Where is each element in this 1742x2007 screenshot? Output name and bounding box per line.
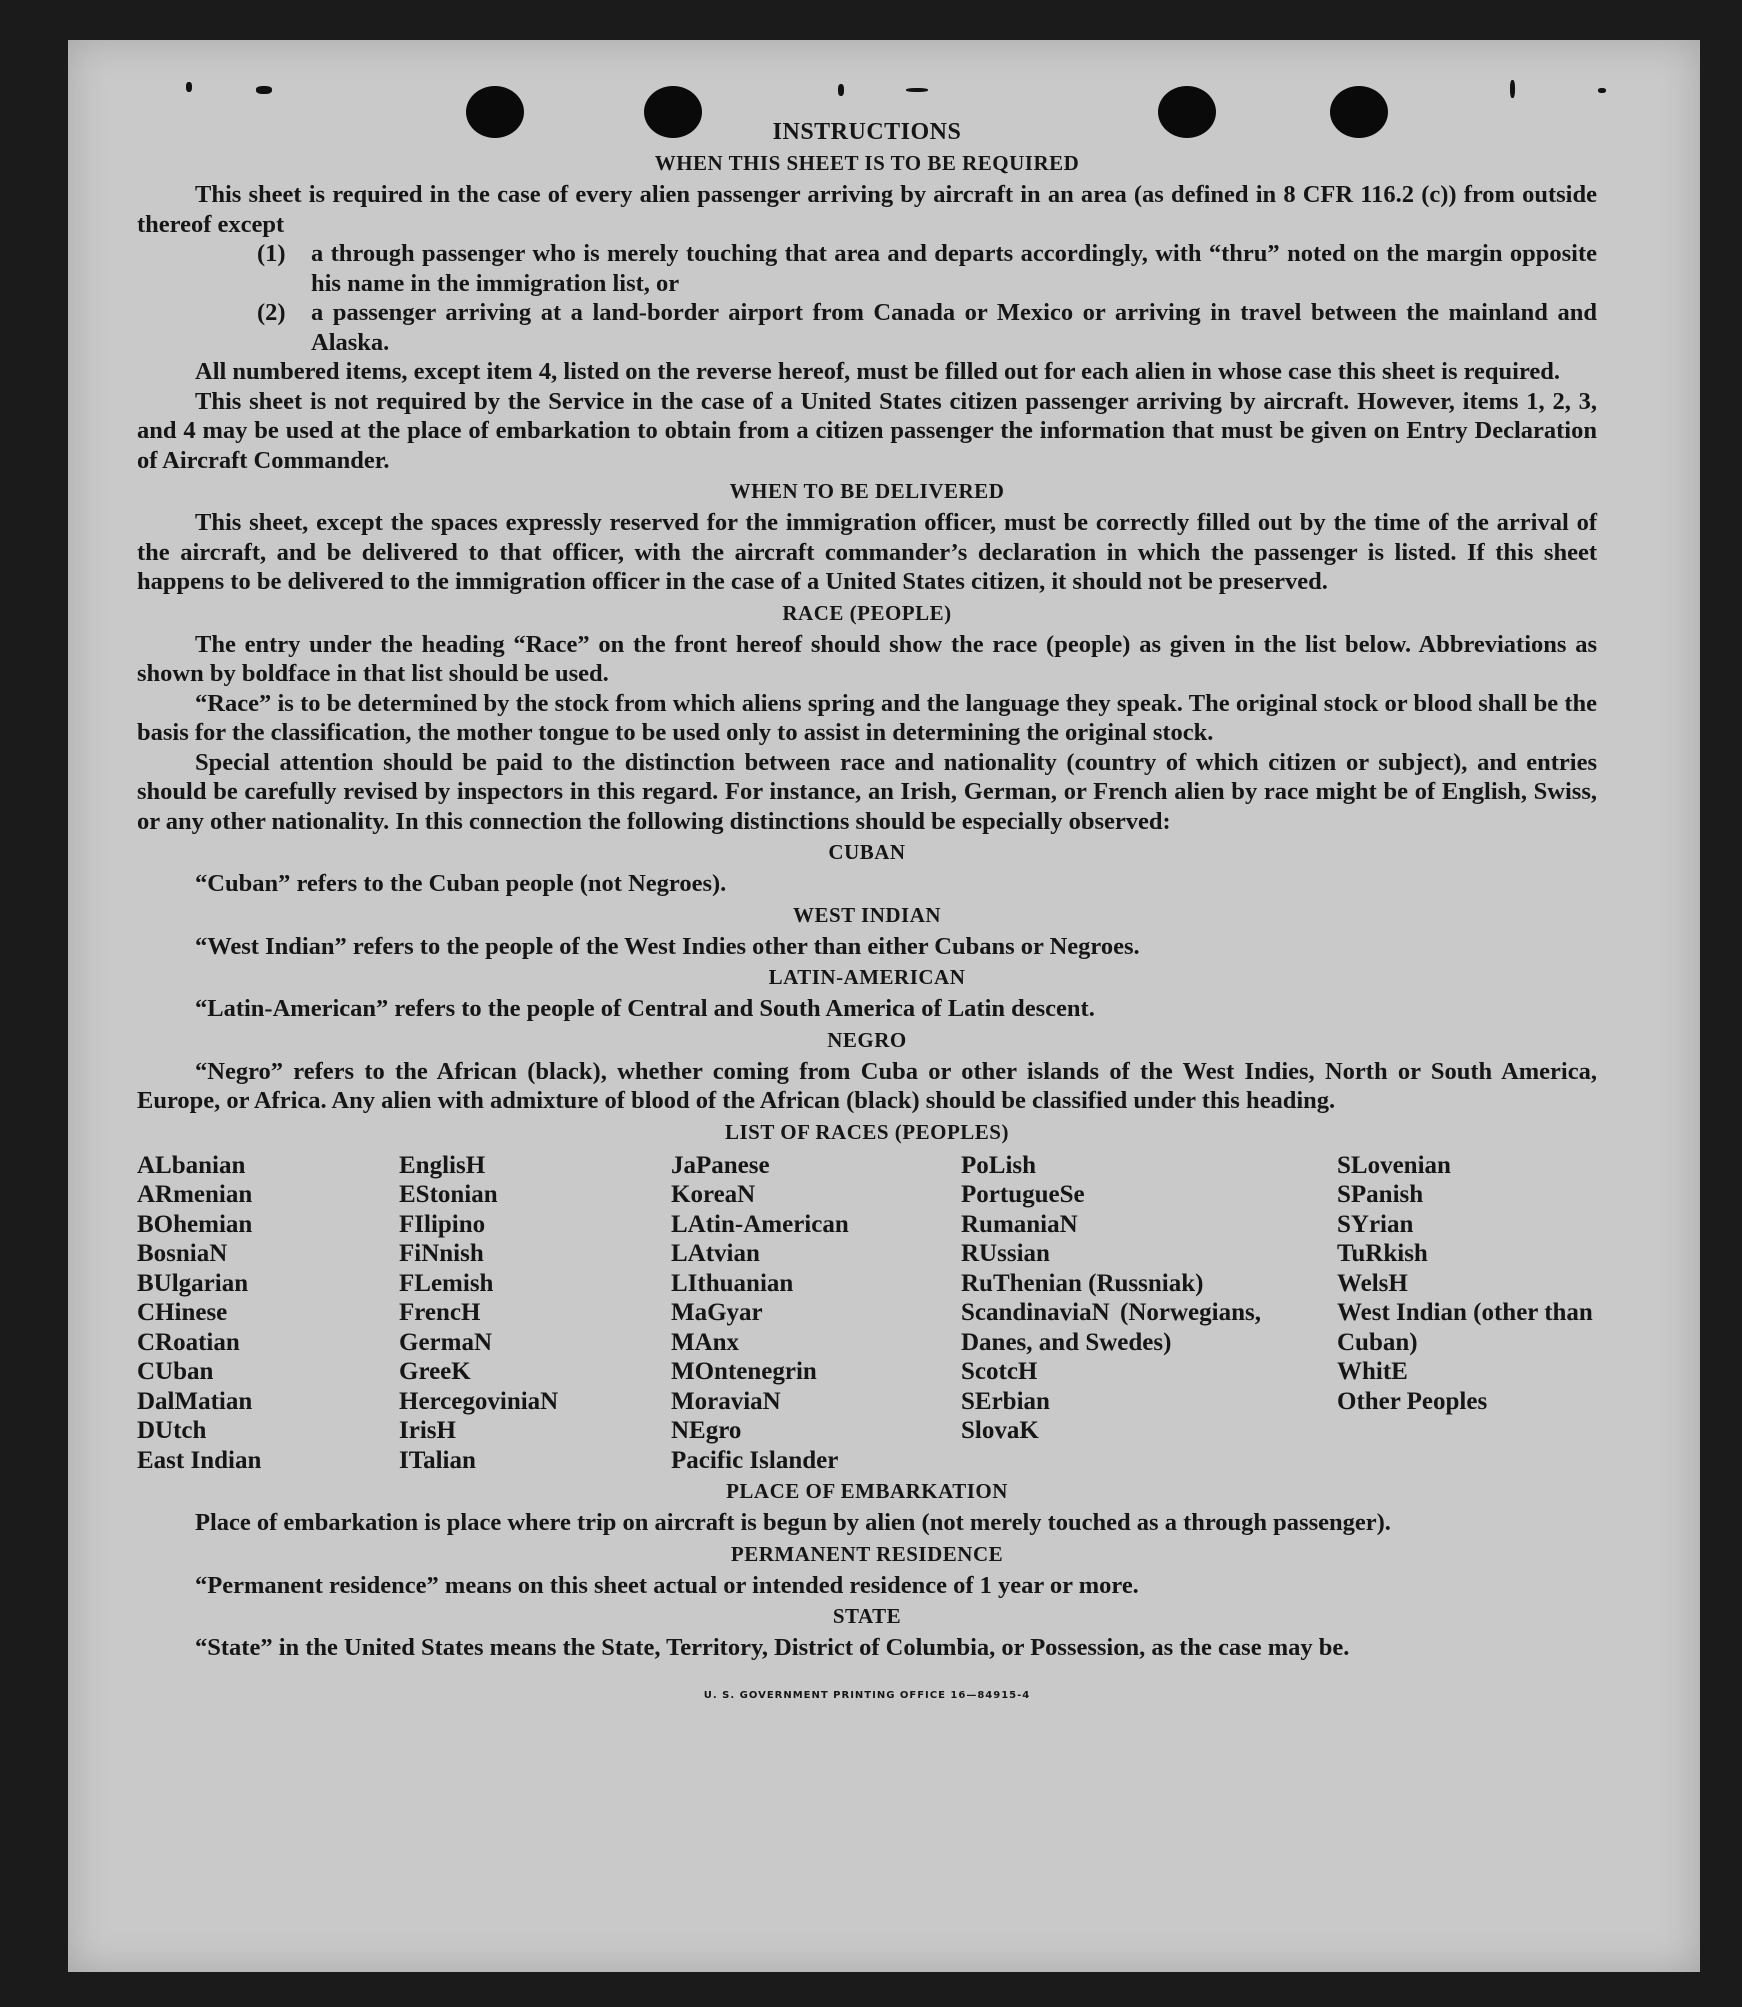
list-item: SErbian xyxy=(961,1387,1050,1415)
list-item: SPanish xyxy=(1337,1181,1424,1208)
list-item: BOhemian xyxy=(137,1210,253,1238)
paragraph: “Race” is to be determined by the stock from which aliens spring and the language they speak. The original stock or blood shall be the basis for the classification, the mother tongue to be used only to assist in determining the original stock. xyxy=(137,689,1597,746)
paragraph: All numbered items, except item 4, listed on the reverse hereof, must be filled out for each alien in whose case this sheet is required. xyxy=(195,358,1561,385)
list-item: SlovaK xyxy=(961,1417,1039,1444)
printer-footer: U. S. GOVERNMENT PRINTING OFFICE 16—84915-4 xyxy=(703,1689,1031,1701)
list-item: PoLish xyxy=(961,1151,1037,1179)
smudge-mark xyxy=(186,82,192,92)
list-item: EnglisH xyxy=(399,1151,486,1179)
race-column xyxy=(399,1151,671,1476)
page-title: INSTRUCTIONS xyxy=(772,119,962,145)
paragraph: This sheet is required in the case of every alien passenger arriving by aircraft in an area (as defined in 8 CFR 116.2 (c)) from outside thereof except xyxy=(137,181,1597,238)
list-item: DUtch xyxy=(137,1417,207,1444)
section-heading: RACE (PEOPLE) xyxy=(782,600,952,625)
list-item: GreeK xyxy=(399,1358,471,1385)
list-item: HercegoviniaN xyxy=(399,1387,559,1415)
list-item: ScandinaviaN (Norwegians, Danes, and Swedes) xyxy=(961,1299,1261,1356)
list-item: ScotcH xyxy=(961,1358,1038,1385)
paragraph: This sheet is not required by the Service in the case of a United States citizen passenger arriving by aircraft. However, items 1, 2, 3, and 4 may be used at the place of embarkation to obtain from a citizen passenger the information that must be given on Entry Declaration of Aircraft Commander. xyxy=(137,387,1597,474)
section-heading: NEGRO xyxy=(827,1027,907,1052)
list-item: KoreaN xyxy=(671,1181,756,1208)
section-heading: LIST OF RACES (PEOPLES) xyxy=(725,1119,1009,1144)
list-item: West Indian (other than Cuban) xyxy=(1337,1299,1593,1356)
paragraph: Place of embarkation is place where trip on aircraft is begun by alien (not merely touched as a through passenger). xyxy=(195,1509,1391,1536)
section-heading: PLACE OF EMBARKATION xyxy=(726,1479,1008,1503)
list-item: CUban xyxy=(137,1358,214,1385)
list-item: ALbanian xyxy=(137,1151,246,1179)
race-column xyxy=(671,1151,961,1476)
list-item: FrencH xyxy=(399,1299,481,1326)
list-item: WelsH xyxy=(1337,1269,1408,1297)
list-item: FLemish xyxy=(399,1269,494,1297)
paragraph: The entry under the heading “Race” on the front hereof should show the race (people) as given in the list below. Abbreviations as shown by boldface in that list should be used. xyxy=(137,630,1597,687)
paragraph: “Negro” refers to the African (black), whether coming from Cuba or other islands of the West Indies, North or South America, Europe, or Africa. Any alien with admixture of blood of the African (black) should be classified under this heading. xyxy=(137,1057,1597,1114)
list-item: MOntenegrin xyxy=(671,1358,817,1385)
list-item: Pacific Islander xyxy=(671,1446,839,1474)
list-item: RUssian xyxy=(961,1240,1050,1267)
smudge-mark xyxy=(256,86,272,94)
paragraph: “Cuban” refers to the Cuban people (not Negroes). xyxy=(195,870,727,897)
list-item: BUlgarian xyxy=(137,1269,249,1297)
exception-item: (2) a passenger arriving at a land-border airport from Canada or Mexico or arriving in travel between the mainland and Alaska. xyxy=(257,299,1597,356)
list-item: DalMatian xyxy=(137,1387,253,1415)
list-item: SYrian xyxy=(1337,1210,1414,1238)
list-item: IrisH xyxy=(399,1417,456,1444)
list-item: MaGyar xyxy=(671,1299,763,1326)
paragraph: This sheet, except the spaces expressly reserved for the immigration officer, must be correctly filled out by the time of the arrival of the aircraft, and be delivered to that officer, with the aircraft commander’s declaration in which the passenger is listed. If this sheet happens to be delivered to the immigration officer in the case of a United States citizen, it should not be preserved. xyxy=(137,509,1597,595)
section-heading: PERMANENT RESIDENCE xyxy=(730,1541,1004,1566)
list-item: RumaniaN xyxy=(961,1210,1078,1238)
section-heading: WHEN TO BE DELIVERED xyxy=(729,479,1005,503)
document-sheet xyxy=(68,40,1700,1972)
race-list xyxy=(137,1151,1597,1476)
paragraph: Special attention should be paid to the distinction between race and nationality (country of which citizen or subject), and entries should be carefully revised by inspectors in this regard. For instance, an Irish, German, or French alien by race might be of English, Swiss, or any other nationality. In this connection the following distinctions should be especially observed: xyxy=(137,748,1597,835)
list-item: NEgro xyxy=(671,1417,742,1444)
list-item: JaPanese xyxy=(671,1151,770,1179)
list-item: East Indian xyxy=(137,1446,262,1474)
race-column xyxy=(1337,1151,1597,1476)
list-item: FiNnish xyxy=(399,1240,484,1267)
race-column xyxy=(137,1151,399,1476)
list-item: RuThenian (Russniak) xyxy=(961,1269,1204,1297)
list-item: LAtvian xyxy=(671,1240,760,1267)
list-item: SLovenian xyxy=(1337,1151,1451,1179)
list-item: GermaN xyxy=(399,1328,493,1356)
instructions-content xyxy=(137,116,1597,1710)
paragraph: “West Indian” refers to the people of the West Indies other than either Cubans or Negroes. xyxy=(195,932,1140,960)
smudge-mark xyxy=(838,84,844,96)
list-item: LAtin-American xyxy=(671,1210,849,1238)
list-item: MoraviaN xyxy=(671,1387,781,1415)
race-column xyxy=(961,1151,1337,1476)
paragraph: “State” in the United States means the State, Territory, District of Columbia, or Possession, as the case may be. xyxy=(195,1634,1350,1661)
list-item: CRoatian xyxy=(137,1328,240,1356)
list-item: MAnx xyxy=(671,1328,740,1356)
list-item: Other Peoples xyxy=(1337,1387,1488,1415)
list-item: PortugueSe xyxy=(961,1181,1085,1208)
list-item: ARmenian xyxy=(137,1181,253,1208)
list-item: ITalian xyxy=(399,1446,476,1474)
paragraph: “Latin-American” refers to the people of Central and South America of Latin descent. xyxy=(195,995,1095,1022)
smudge-mark xyxy=(906,88,928,92)
section-heading: CUBAN xyxy=(828,840,906,864)
list-item: EStonian xyxy=(399,1181,498,1208)
list-item: FIlipino xyxy=(399,1210,486,1238)
list-item: TuRkish xyxy=(1337,1240,1428,1267)
section-heading: LATIN-AMERICAN xyxy=(768,965,966,989)
list-item: BosniaN xyxy=(137,1240,228,1267)
section-heading: STATE xyxy=(832,1604,902,1628)
exception-item: (1) a through passenger who is merely touching that area and departs accordingly, with “thru” noted on the margin opposite his name in the immigration list, or xyxy=(257,240,1597,297)
section-heading: WEST INDIAN xyxy=(792,902,942,927)
paragraph: “Permanent residence” means on this sheet actual or intended residence of 1 year or more. xyxy=(195,1571,1139,1599)
list-item: CHinese xyxy=(137,1299,228,1326)
section-heading: WHEN THIS SHEET IS TO BE REQUIRED xyxy=(654,151,1080,175)
smudge-mark xyxy=(1598,88,1606,93)
smudge-mark xyxy=(1510,80,1515,98)
list-item: WhitE xyxy=(1337,1358,1408,1385)
list-item: LIthuanian xyxy=(671,1269,794,1297)
